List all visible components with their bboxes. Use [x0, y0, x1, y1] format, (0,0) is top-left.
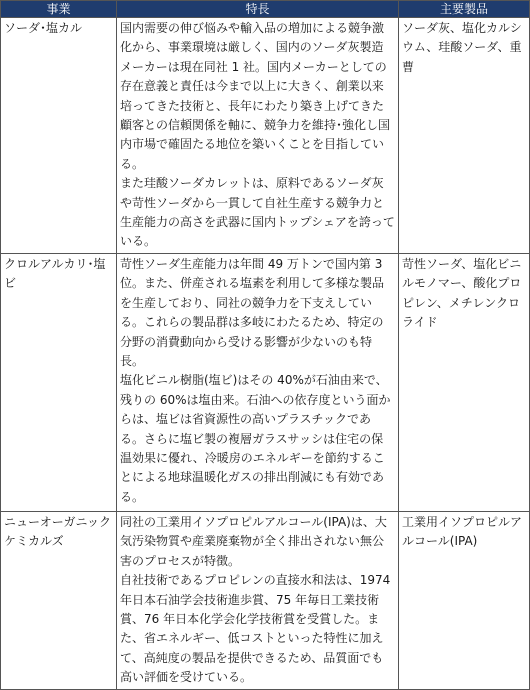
- features-cell: [117, 253, 399, 511]
- features-paragraph: 同社の工業用イソプロピルアルコール(IPA)は、大気汚染物質や産業廃棄物が全く排出されない無公害のプロセスが特徴。: [120, 514, 387, 568]
- features-paragraph: 国内需要の伸び悩みや輸入品の増加による競争激化から、事業環境は厳しく、国内のソーダ灰製造メーカーは現在同社 1 社。国内メーカーとしての存在意義と責任は今まで以上に大きく、創業以来培ってきた技術と、長年にわたり築き上げてきた顧客との信頼関係を軸に、競争力を維持･強化し国内市場で確固たる地位を築いくことを目指している。: [120, 21, 391, 171]
- business-cell: クロルアルカリ･塩ビ: [1, 253, 117, 511]
- header-row: [1, 1, 530, 18]
- header-features: 特長: [117, 1, 399, 18]
- table-row: [1, 253, 530, 511]
- features-paragraph: 自社技術であるプロピレンの直接水和法は、1974 年日本石油学会技術進歩賞、75 年毎日工業技術賞、76 年日本化学会化学技術賞を受賞した。また、省エネルギー、低コストといった特性に加えて、高純度の製品を提供できるため、品質面でも高い評価を受けている。: [120, 573, 391, 685]
- products-cell: 苛性ソーダ、塩化ビニルモノマー、酸化プロピレン、メチレンクロライド: [399, 253, 530, 511]
- table-row: [1, 511, 530, 689]
- products-cell: ソーダ灰、塩化カルシウム、珪酸ソーダ、重曹: [399, 18, 530, 254]
- features-paragraph: また珪酸ソーダカレットは、原料であるソーダ灰や苛性ソーダから一貫して自社生産する競争力と生産能力の高さを武器に国内トップシェアを誇っている。: [120, 176, 395, 249]
- products-cell: 工業用イソプロピルアルコール(IPA): [399, 511, 530, 689]
- features-paragraph: 苛性ソーダ生産能力は年間 49 万トンで国内第 3 位。また、併産される塩素を利用して多様な製品を生産しており、同社の競争力を下支えしている。これらの製品群は多岐にわたるため、特定の分野の消費動向から受ける影響が少ないのも特長。: [120, 256, 385, 368]
- business-cell: ソーダ･塩カル: [1, 18, 117, 254]
- features-paragraph: 塩化ビニル樹脂(塩ビ)はその 40%が石油由来で、残りの 60%は塩由来。石油への依存度という面からは、塩ビは省資源性の高いプラスチックである。さらに塩ビ製の複層ガラスサッシは住宅の保温効果に優れ、冷暖房のエネルギーを節約することによる地球温暖化ガスの排出削減にも有効である。: [120, 373, 391, 504]
- business-cell: ニューオーガニックケミカルズ: [1, 511, 117, 689]
- table-row: [1, 18, 530, 254]
- header-products: 主要製品: [399, 1, 530, 18]
- features-cell: [117, 511, 399, 689]
- features-cell: [117, 18, 399, 254]
- header-business: 事業: [1, 1, 117, 18]
